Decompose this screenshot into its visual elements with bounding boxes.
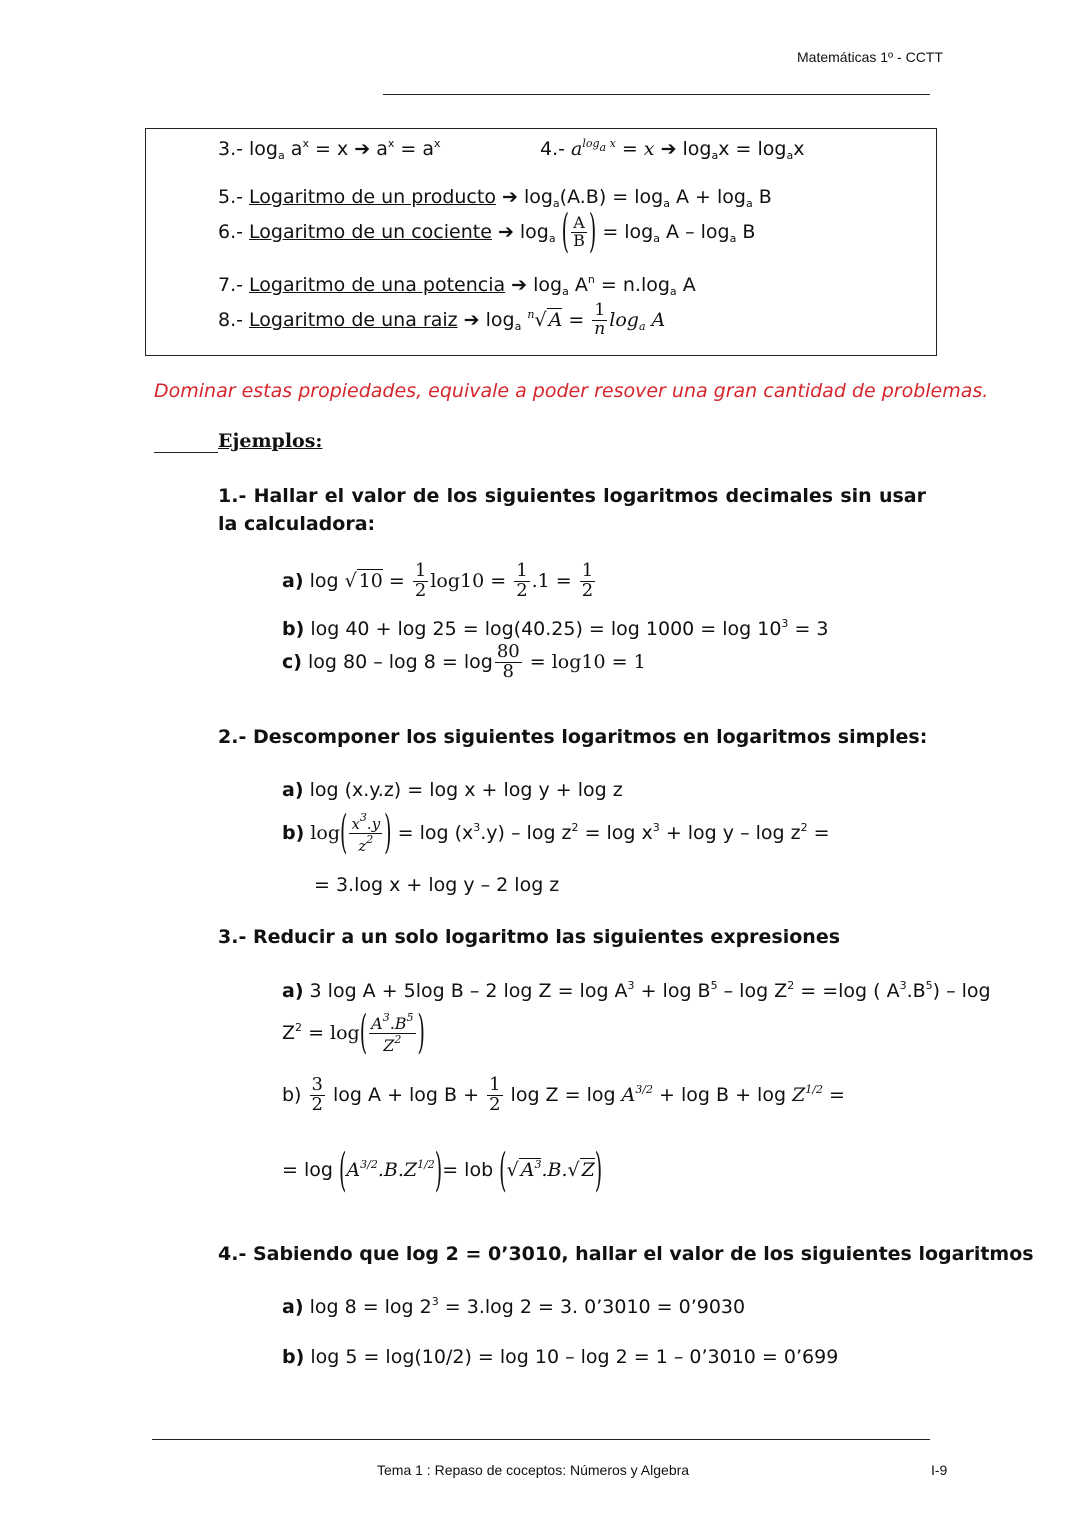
property-4: 4.- $a^{log_a x} = x$ ➔ $\log_ax = \log_ax$: [540, 137, 805, 162]
product-title: Logaritmo de un producto: [249, 186, 496, 208]
examples-title: Ejemplos:: [218, 430, 323, 452]
footer-topic: Tema 1 : Repaso de coceptos: Números y Algebra: [377, 1462, 690, 1478]
example-2-title: 2.- Descomponer los siguientes logaritmos en logaritmos simples:: [218, 726, 928, 748]
example-4a: a) $\log 8 = \log 2^3 = 3.\log$ 2 = 3. 0’3010 = 0’9030: [282, 1295, 746, 1318]
property-5: 5.- Logaritmo de un producto ➔ $\log_a(A.B) = \log_a A + \log_a B$: [218, 186, 772, 210]
quotient-title: Logaritmo de un cociente: [249, 220, 492, 243]
example-1-title: 1.- Hallar el valor de los siguientes logaritmos decimales sin usar la calculadora:: [218, 485, 926, 535]
example-4-title: 4.- Sabiendo que log 2 = 0’3010, hallar el valor de los siguientes logaritmos: [218, 1243, 1034, 1265]
page-number: I-9: [931, 1462, 948, 1478]
example-3a: a) 3 log A + 5log B – 2 $\log Z = \log A^3 + \log B^5 - \log Z^2 = =\log$ ( $A^3.B^5$) – log: [282, 979, 991, 1002]
course-header: Matemáticas 1º - CCTT: [797, 49, 943, 65]
header-rule: [383, 94, 930, 95]
power-title: Logaritmo de una potencia: [249, 274, 506, 296]
example-2b: b) log( $\frac{x^3.y}{z^2}$ ) = $\log (x^3.y) - \log z^2 = \log x^3 + \log y - \log z^2$ =: [282, 806, 830, 860]
examples-rule: [154, 452, 218, 453]
example-4b: b) log 5 = log(10/2) = log 10 – log 2 = 1 – 0’3010 = 0’699: [282, 1346, 839, 1368]
example-1b: b) $\log 40 + \log 25 = \log(40.25) = \log 1000 = \log 10^3 = 3$: [282, 617, 829, 640]
property-8: 8.- Logaritmo de una raiz ➔ $\log_a ^n√$ A = $\frac{1}{n}$ $\log_a A$: [218, 300, 666, 339]
example-1c: c) log 80 – log 8 = log $\frac{80}{8}$ = log10 = 1: [282, 641, 646, 682]
example-2b-line2: = 3.log x + log y – 2 log z: [314, 874, 560, 896]
property-6: 6.- Logaritmo de un cociente ➔ $\log_a$ ( $\frac{A}{B}$ ) = $\log_a A - \log_a B$: [218, 205, 756, 259]
root-title: Logaritmo de una raiz: [249, 308, 458, 331]
example-3a-line2: $Z^2 = \log$( $\frac{A^3.B^5}{Z^2}$ ): [282, 1006, 425, 1060]
property-3: 3.- $\log_a a^x = x$ ➔ $a^x = a^x$: [218, 137, 441, 162]
example-3b: b) $\frac{3}{2}$ log A + log B + $\frac{1}{2}$ $\log Z = \log A^{3/2} + \log B + \log Z^{1/2}$ =: [282, 1074, 845, 1115]
property-7: 7.- Logaritmo de una potencia ➔ $\log_a A^n = n.\log_a$ A: [218, 273, 696, 298]
example-1a: a) log √ 10 = $\frac{1}{2}$ log10 = $\frac{1}{2}$ .1 = $\frac{1}{2}$: [282, 560, 594, 601]
example-2a: a) log (x.y.z) = log x + log y + log z: [282, 779, 623, 801]
footer-rule: [152, 1439, 930, 1440]
example-3b-line2: = $\log (A^{3/2}.B.Z^{1/2})=$ lob (√ $A^3.B.√$ Z): [282, 1144, 603, 1197]
example-3-title: 3.- Reducir a un solo logaritmo las siguientes expresiones: [218, 926, 841, 948]
note-text: Dominar estas propiedades, equivale a poder resover una gran cantidad de problemas.: [154, 380, 989, 402]
